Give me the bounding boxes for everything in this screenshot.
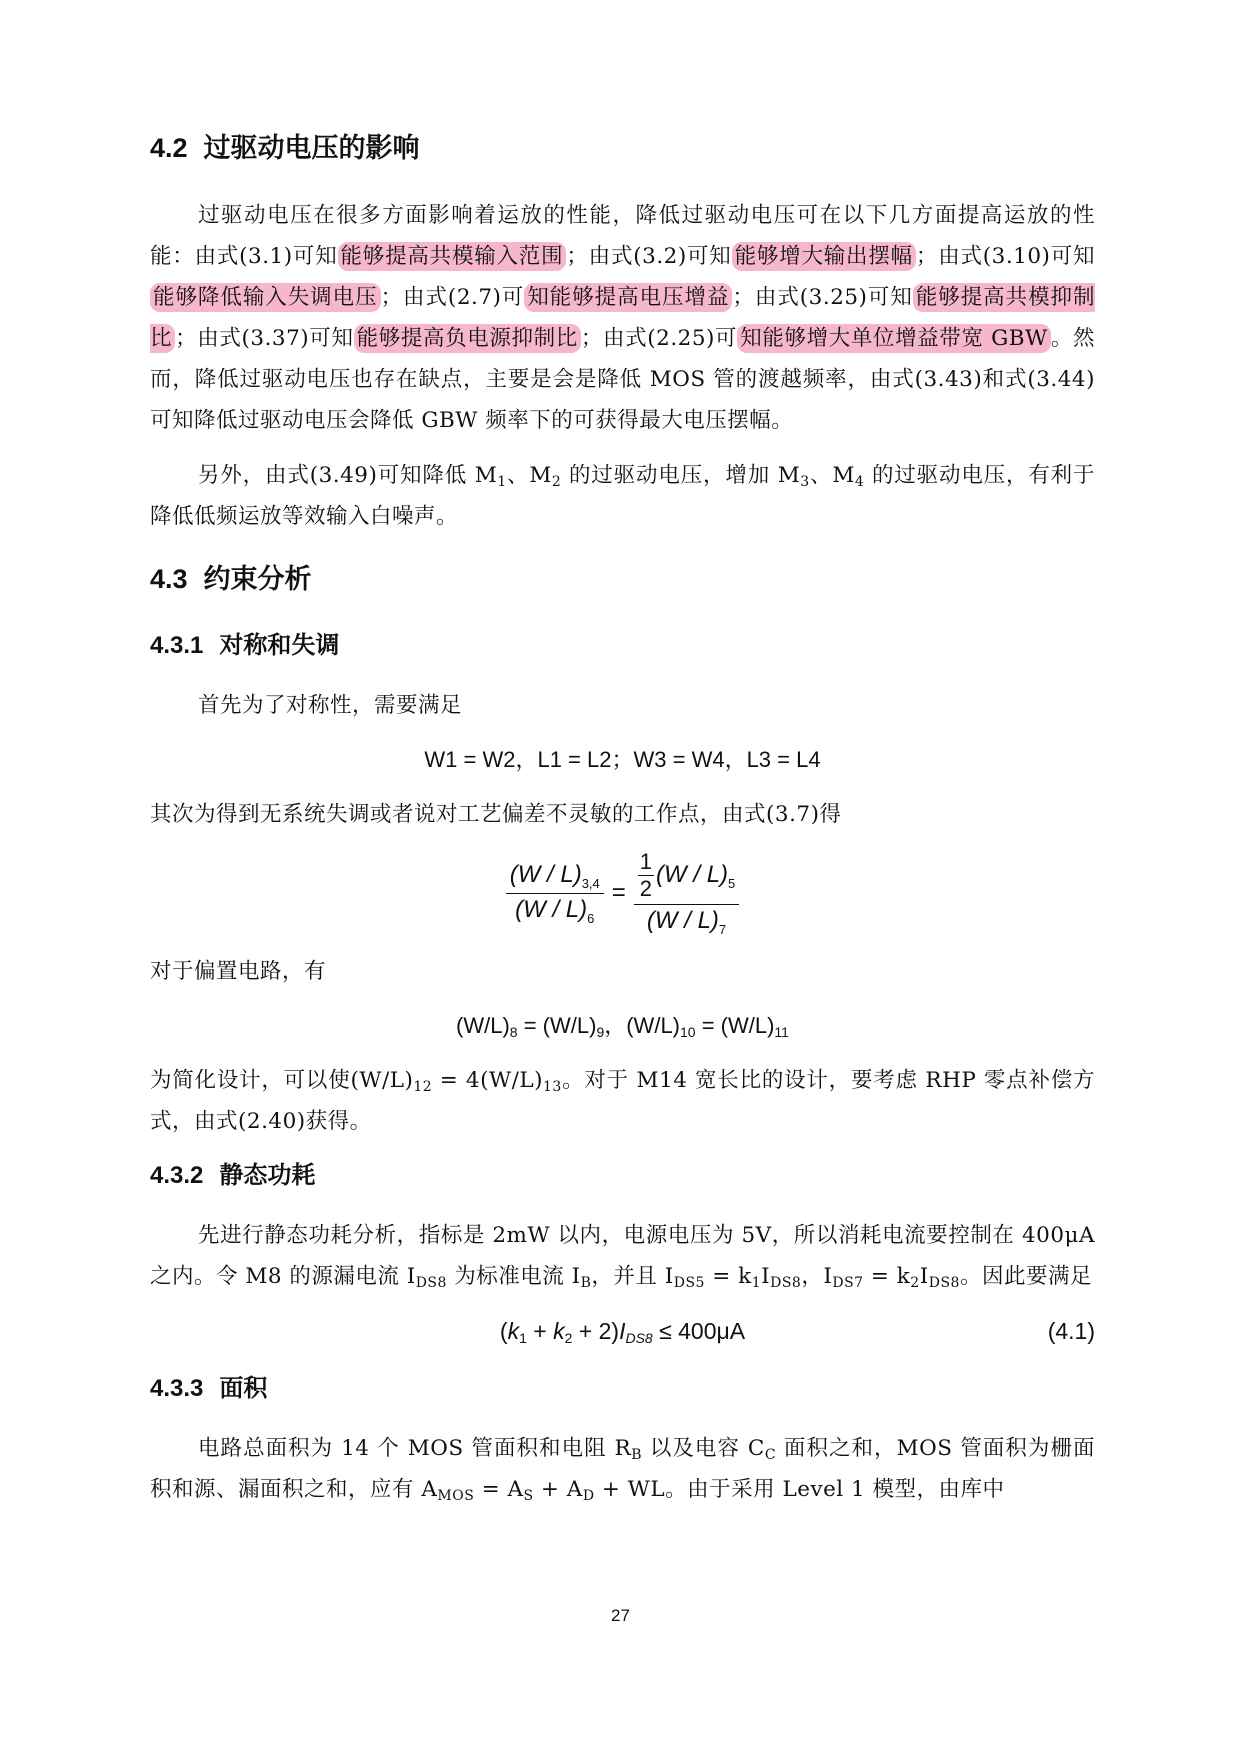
subscript: 5 — [728, 875, 736, 891]
paragraph-area — [150, 1428, 1095, 1510]
subscript: 6 — [587, 910, 595, 926]
half-numerator: 1 — [639, 849, 653, 874]
subscript: 4 — [854, 474, 865, 490]
subsection-number: 4.3.1 — [150, 632, 204, 659]
math-term: + — [526, 1318, 554, 1344]
subscript: 8 — [509, 1024, 518, 1040]
math-term: (W / L) — [656, 860, 729, 888]
text-run: 、M — [809, 463, 855, 488]
highlight-offset: 能够降低输入失调电压 — [150, 283, 381, 312]
text-run: = k — [704, 1264, 752, 1289]
math-term: + 2 — [572, 1318, 612, 1344]
subscript: D — [582, 1488, 595, 1504]
subscript: DS8 — [928, 1275, 960, 1291]
text-run: I — [919, 1264, 929, 1289]
subscript: 1 — [751, 1275, 762, 1291]
subscript: 1 — [519, 1330, 527, 1346]
text-run: 过驱动电压在很多方面影响着运放的性能，降低过驱动电压可在以下几方面提高运放的性能：由式(3.1)可知 — [150, 203, 1095, 269]
section-heading-4-3 — [150, 559, 1095, 600]
subsection-heading-4-3-3 — [150, 1369, 1095, 1408]
subscript: DS8 — [415, 1275, 447, 1291]
text-run: ；由式(3.2)可知 — [566, 244, 732, 269]
fraction-lhs — [506, 861, 604, 926]
subscript: 3,4 — [581, 875, 600, 891]
text-run: 为简化设计，可以使(W/L) — [150, 1068, 414, 1093]
subscript: C — [764, 1447, 777, 1463]
text-run: 。对于 M14 宽长比的设计，要考虑 RHP 零点补偿方式，由式(2.40)获得。 — [150, 1068, 1095, 1134]
half-denominator: 2 — [639, 876, 653, 901]
text-run: I — [761, 1264, 771, 1289]
text-run: 面积之和，MOS 管面积为栅面积和源、漏面积之和，应有 A — [150, 1436, 1095, 1502]
math-term: I — [619, 1318, 626, 1344]
subscript: 1 — [497, 474, 507, 490]
highlight-cmrr: 能够提高共模抑制比 — [150, 285, 1095, 351]
subscript: 10 — [680, 1024, 696, 1040]
subsection-heading-4-3-1 — [150, 626, 1095, 665]
section-title: 过驱动电压的影响 — [203, 133, 420, 164]
highlight-gain: 知能够提高电压增益 — [524, 283, 732, 312]
equation-ratio — [150, 849, 1095, 937]
page-number: 27 — [611, 1606, 630, 1625]
math-term: ) — [611, 1318, 620, 1344]
text-run: ，并且 I — [591, 1264, 674, 1289]
text-run: + WL。由于采用 Level 1 模型，由库中 — [594, 1477, 1005, 1502]
text-run: ；由式(2.25)可 — [580, 326, 738, 351]
subscript: B — [580, 1275, 592, 1291]
section-number: 4.2 — [150, 133, 188, 163]
text-run: 为标准电流 I — [446, 1264, 581, 1289]
fraction-numerator — [506, 861, 604, 894]
subscript: MOS — [437, 1488, 475, 1504]
math-term: (W / L) — [509, 860, 582, 888]
equation-bias — [150, 1006, 1095, 1046]
math-term: ( — [499, 1318, 508, 1344]
equation-tag: (4.1) — [1047, 1318, 1095, 1344]
text-run: 的过驱动电压，有利于降低低频运放等效输入白噪声。 — [150, 463, 1096, 529]
section-heading-4-2 — [150, 128, 1095, 169]
paragraph-symmetry: 首先为了对称性，需要满足 — [198, 693, 463, 718]
subscript: DS5 — [673, 1275, 705, 1291]
equals-sign: = — [611, 879, 626, 906]
paragraph-offset: 其次为得到无系统失调或者说对工艺偏差不灵敏的工作点，由式(3.7)得 — [150, 802, 842, 827]
subscript: 7 — [718, 922, 727, 937]
math-term: k — [553, 1318, 565, 1344]
subsection-title: 对称和失调 — [219, 631, 340, 659]
text-run: 电路总面积为 14 个 MOS 管面积和电阻 R — [198, 1436, 632, 1461]
highlight-output-swing: 能够增大输出摆幅 — [732, 242, 916, 271]
half-fraction — [638, 849, 654, 902]
highlight-nsrr: 能够提高负电源抑制比 — [354, 324, 581, 353]
paragraph-overdrive-effects — [150, 195, 1095, 441]
subsection-title: 静态功耗 — [219, 1161, 316, 1189]
fraction-numerator — [634, 849, 739, 905]
text-run: 。然而，降低过驱动电压也存在缺点，主要是会是降低 MOS 管的渡越频率，由式(3.43)和式(3.44)可知降低过驱动电压会降低 GBW 频率下的可获得最大电压摆幅。 — [150, 326, 1095, 433]
text-run: ；由式(3.10)可知 — [915, 244, 1095, 269]
fraction-denominator — [511, 894, 598, 926]
subsection-heading-4-3-2 — [150, 1156, 1095, 1195]
text-run: 的过驱动电压，增加 M — [561, 463, 801, 488]
math-term: ≤ 400μA — [652, 1318, 746, 1344]
text-run: ；由式(3.25)可知 — [732, 285, 913, 310]
subscript: B — [631, 1447, 642, 1463]
subsection-title: 面积 — [219, 1374, 268, 1402]
subscript: 3 — [800, 474, 810, 490]
fraction-denominator — [643, 905, 730, 937]
paragraph-simplify — [150, 1060, 1095, 1142]
math-term: k — [507, 1318, 520, 1344]
text-run: ；由式(3.37)可知 — [175, 326, 354, 351]
text-run: ，I — [801, 1264, 833, 1289]
math-term: = (W/L) — [517, 1013, 597, 1038]
text-run: 先进行静态功耗分析，指标是 2mW 以内，电源电压为 5V，所以消耗电流要控制在 400μA 之内。令 M8 的源漏电流 I — [150, 1223, 1095, 1289]
subsection-number: 4.3.3 — [150, 1375, 204, 1402]
text-run: 另外，由式(3.49)可知降低 M — [198, 463, 498, 488]
subsection-number: 4.3.2 — [150, 1162, 204, 1189]
paragraph-bias: 对于偏置电路，有 — [150, 959, 327, 984]
subscript: 2 — [910, 1275, 920, 1291]
subscript: DS8 — [625, 1330, 653, 1346]
subscript: 2 — [551, 474, 562, 490]
math-term: (W / L) — [646, 907, 719, 934]
math-term: = (W/L) — [695, 1013, 775, 1038]
paragraph-noise — [150, 455, 1095, 537]
section-number: 4.3 — [150, 564, 188, 594]
text-run: + A — [533, 1477, 583, 1502]
subscript: 9 — [596, 1024, 605, 1040]
subscript: 12 — [413, 1079, 433, 1095]
text-run: 以及电容 C — [642, 1436, 765, 1461]
subscript: DS7 — [832, 1275, 864, 1291]
text-run: = A — [474, 1477, 524, 1502]
section-title: 约束分析 — [203, 564, 312, 595]
math-term: (W / L) — [515, 895, 588, 923]
page-content — [150, 128, 1095, 1524]
text-run: 。因此要满足 — [959, 1264, 1092, 1289]
highlight-gbw: 知能够增大单位增益带宽 GBW — [737, 324, 1050, 353]
subscript: DS8 — [770, 1275, 802, 1291]
fraction-rhs — [634, 849, 739, 937]
equation-4-1 — [150, 1311, 1095, 1351]
paragraph-static-power — [150, 1215, 1095, 1297]
subscript: 13 — [543, 1079, 562, 1095]
math-term: ，(W/L) — [604, 1013, 680, 1038]
highlight-cmr: 能够提高共模输入范围 — [338, 242, 567, 271]
subscript: S — [523, 1488, 534, 1504]
math-term: (W/L) — [456, 1013, 510, 1038]
text-run: = 4(W/L) — [432, 1068, 544, 1093]
subscript: 2 — [564, 1330, 573, 1346]
text-run: ；由式(2.7)可 — [380, 285, 525, 310]
text-run: = k — [863, 1264, 911, 1289]
equation-symmetry: W1 = W2，L1 = L2；W3 = W4，L3 = L4 — [424, 747, 821, 772]
text-run: 、M — [506, 463, 552, 488]
subscript: 11 — [774, 1024, 789, 1040]
